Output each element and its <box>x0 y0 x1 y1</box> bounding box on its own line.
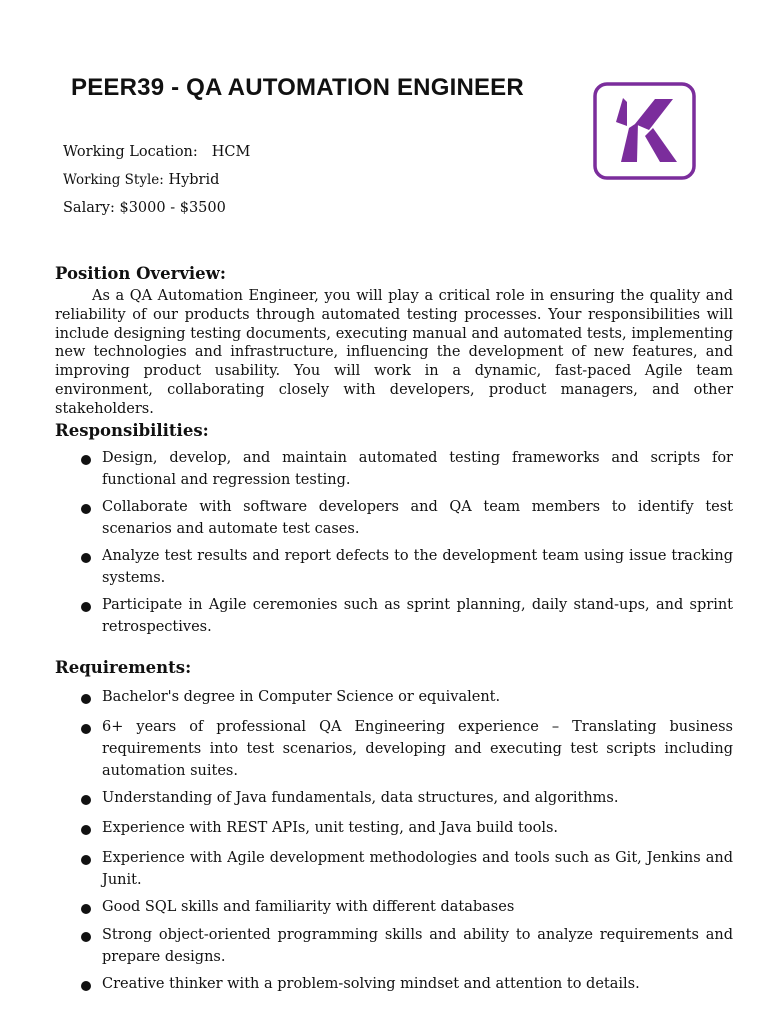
bullet-icon <box>81 981 91 991</box>
bullet-icon <box>81 825 91 835</box>
bullet-icon <box>81 602 91 612</box>
working-style-value: Hybrid <box>168 172 220 188</box>
bullet-icon <box>81 795 91 805</box>
list-item: Experience with REST APIs, unit testing, and Java build tools. <box>55 817 733 839</box>
bullet-icon <box>81 504 91 514</box>
working-location-value: HCM <box>211 144 251 160</box>
working-location-label: Working Location: <box>63 144 198 160</box>
list-item: Understanding of Java fundamentals, data structures, and algorithms. <box>55 787 733 809</box>
position-overview-text: As a QA Automation Engineer, you will play a critical role in ensuring the quality and reliability of our products through automated testing processes. Your responsibilities will include designing testing documents, executing manual and automated tests, implementing new technologies and infrastructure, influencing the development of new features, and improving product usability. You will work in a dynamic, fast-paced Agile team environment, collaborating closely with developers, product managers, and other stakeholders. <box>55 288 733 417</box>
position-overview-heading: Position Overview: <box>55 264 226 283</box>
page-title: PEER39 - QA AUTOMATION ENGINEER <box>71 74 524 101</box>
bullet-icon <box>81 553 91 563</box>
list-item: Participate in Agile ceremonies such as sprint planning, daily stand-ups, and sprint retrospectives. <box>55 594 733 638</box>
list-item: Analyze test results and report defects to the development team using issue tracking systems. <box>55 545 733 589</box>
list-item: Good SQL skills and familiarity with different databases <box>55 896 733 918</box>
salary: Salary: $3000 - $3500 <box>63 200 226 216</box>
list-item: Bachelor's degree in Computer Science or equivalent. <box>55 686 733 708</box>
list-item: Experience with Agile development methodologies and tools such as Git, Jenkins and Junit. <box>55 847 733 891</box>
bullet-icon <box>81 724 91 734</box>
list-item: 6+ years of professional QA Engineering experience – Translating business requirements into test scenarios, developing and executing test scripts including automation suites. <box>55 716 733 782</box>
bullet-icon <box>81 455 91 465</box>
responsibilities-list <box>55 447 733 638</box>
k-logo-icon <box>593 82 696 180</box>
bullet-icon <box>81 904 91 914</box>
requirements-heading: Requirements: <box>55 658 192 677</box>
list-item: Design, develop, and maintain automated testing frameworks and scripts for functional and regression testing. <box>55 447 733 491</box>
requirements-list <box>55 686 733 995</box>
working-style <box>63 172 219 188</box>
list-item: Strong object-oriented programming skills and ability to analyze requirements and prepare designs. <box>55 924 733 968</box>
bullet-icon <box>81 855 91 865</box>
company-logo <box>593 82 696 180</box>
list-item: Creative thinker with a problem-solving mindset and attention to details. <box>55 973 733 995</box>
list-item: Collaborate with software developers and QA team members to identify test scenarios and automate test cases. <box>55 496 733 540</box>
bullet-icon <box>81 694 91 704</box>
working-location <box>63 144 250 160</box>
responsibilities-heading: Responsibilities: <box>55 421 209 440</box>
working-style-label: Working Style: <box>63 172 164 188</box>
bullet-icon <box>81 932 91 942</box>
